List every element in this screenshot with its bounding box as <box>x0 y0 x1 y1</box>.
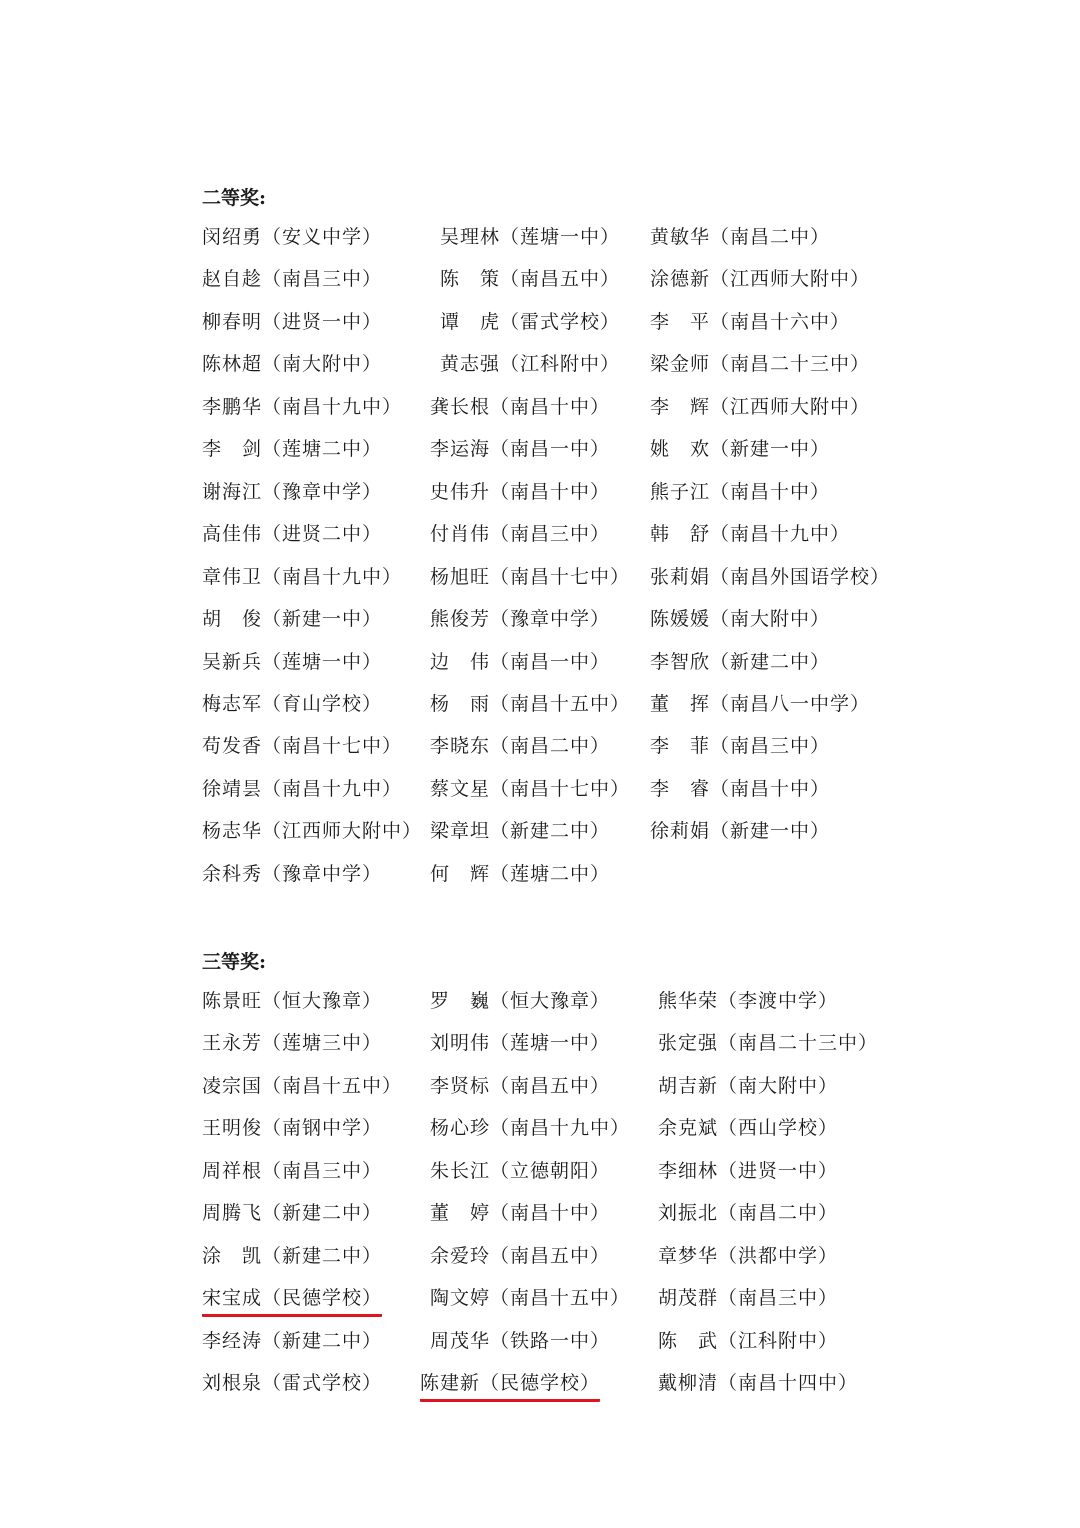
winner-entry: 刘振北（南昌二中） <box>658 1202 839 1225</box>
winner-entry: 李智欣（新建二中） <box>650 650 831 673</box>
winner-entry: 朱长江（立德朝阳） <box>430 1159 611 1182</box>
winner-entry: 宋宝成（民德学校） <box>202 1286 382 1317</box>
winner-entry: 高佳伟（进贤二中） <box>202 523 383 546</box>
winner-entry: 陈林超（南大附中） <box>202 353 383 376</box>
winner-entry: 胡吉新（南大附中） <box>658 1074 839 1097</box>
winner-entry: 章梦华（洪都中学） <box>658 1244 839 1267</box>
winner-entry: 陈景旺（恒大豫章） <box>202 990 383 1012</box>
winner-entry: 董 挥（南昌八一中学） <box>650 692 871 715</box>
winner-entry: 熊俊芳（豫章中学） <box>430 608 611 631</box>
third-prize-heading: 三等奖: <box>202 951 267 973</box>
winner-entry: 罗 巍（恒大豫章） <box>430 990 611 1012</box>
winner-entry: 周茂华（铁路一中） <box>430 1329 611 1352</box>
winner-entry: 李经涛（新建二中） <box>202 1329 383 1352</box>
winner-entry: 黄志强（江科附中） <box>440 353 621 376</box>
winner-entry: 杨志华（江西师大附中） <box>202 820 423 843</box>
winner-entry: 徐莉娟（新建一中） <box>650 820 831 843</box>
winner-entry: 吴理林（莲塘一中） <box>440 226 621 248</box>
winner-entry: 章伟卫（南昌十九中） <box>202 565 403 588</box>
winner-entry: 胡 俊（新建一中） <box>202 608 383 631</box>
winner-entry: 谭 虎（雷式学校） <box>440 310 621 333</box>
winner-entry: 姚 欢（新建一中） <box>650 438 831 461</box>
winner-entry: 龚长根（南昌十中） <box>430 395 611 418</box>
winner-entry: 赵自趁（南昌三中） <box>202 268 383 291</box>
winner-entry: 周腾飞（新建二中） <box>202 1202 383 1225</box>
winner-entry: 凌宗国（南昌十五中） <box>202 1074 403 1097</box>
winner-entry: 周祥根（南昌三中） <box>202 1159 383 1182</box>
winner-entry: 刘根泉（雷式学校） <box>202 1372 383 1395</box>
winner-entry: 熊华荣（李渡中学） <box>658 990 839 1012</box>
winner-entry: 杨心珍（南昌十九中） <box>430 1117 631 1140</box>
winner-entry: 王永芳（莲塘三中） <box>202 1032 383 1055</box>
winner-entry: 李 辉（江西师大附中） <box>650 395 871 418</box>
winner-entry: 李 平（南昌十六中） <box>650 310 851 333</box>
winner-entry: 李 睿（南昌十中） <box>650 777 831 800</box>
winner-entry: 李运海（南昌一中） <box>430 438 611 461</box>
winner-entry: 吴新兵（莲塘一中） <box>202 650 383 673</box>
winner-entry: 戴柳清（南昌十四中） <box>658 1372 859 1395</box>
second-prize-heading: 二等奖: <box>202 187 267 209</box>
winner-entry: 李 菲（南昌三中） <box>650 735 831 758</box>
winner-entry: 李贤标（南昌五中） <box>430 1074 611 1097</box>
winner-entry: 陈 策（南昌五中） <box>440 268 621 291</box>
winner-entry: 王明俊（南钢中学） <box>202 1117 383 1140</box>
winner-entry: 杨 雨（南昌十五中） <box>430 692 631 715</box>
winner-entry: 刘明伟（莲塘一中） <box>430 1032 611 1055</box>
winner-entry: 陈 武（江科附中） <box>658 1329 839 1352</box>
winner-entry: 柳春明（进贤一中） <box>202 310 383 333</box>
winner-entry: 梁金师（南昌二十三中） <box>650 353 871 376</box>
winner-entry: 余爱玲（南昌五中） <box>430 1244 611 1267</box>
winner-entry: 黄敏华（南昌二中） <box>650 226 831 248</box>
winner-entry: 张定强（南昌二十三中） <box>658 1032 879 1055</box>
winner-entry: 熊子江（南昌十中） <box>650 480 831 503</box>
winner-entry: 陈媛媛（南大附中） <box>650 608 831 631</box>
winner-entry: 苟发香（南昌十七中） <box>202 735 403 758</box>
winner-entry: 史伟升（南昌十中） <box>430 480 611 503</box>
winner-entry: 涂德新（江西师大附中） <box>650 268 871 291</box>
winner-entry: 李鹏华（南昌十九中） <box>202 395 403 418</box>
winner-entry: 付肖伟（南昌三中） <box>430 523 611 546</box>
winner-entry: 李 剑（莲塘二中） <box>202 438 383 461</box>
winner-entry: 陈建新（民德学校） <box>420 1371 600 1402</box>
winner-entry: 韩 舒（南昌十九中） <box>650 523 851 546</box>
winner-entry: 李细林（进贤一中） <box>658 1159 839 1182</box>
winner-entry: 徐靖昙（南昌十九中） <box>202 777 403 800</box>
winner-entry: 余科秀（豫章中学） <box>202 862 383 885</box>
winner-entry: 杨旭旺（南昌十七中） <box>430 565 631 588</box>
winner-entry: 涂 凯（新建二中） <box>202 1244 383 1267</box>
winner-entry: 陶文婷（南昌十五中） <box>430 1287 631 1310</box>
winner-entry: 边 伟（南昌一中） <box>430 650 611 673</box>
winner-entry: 李晓东（南昌二中） <box>430 735 611 758</box>
winner-entry: 胡茂群（南昌三中） <box>658 1287 839 1310</box>
winner-entry: 蔡文星（南昌十七中） <box>430 777 631 800</box>
winner-entry: 何 辉（莲塘二中） <box>430 862 611 885</box>
winner-entry: 余克斌（西山学校） <box>658 1117 839 1140</box>
winner-entry: 梅志军（育山学校） <box>202 692 383 715</box>
winner-entry: 梁章坦（新建二中） <box>430 820 611 843</box>
winner-entry: 董 婷（南昌十中） <box>430 1202 611 1225</box>
winner-entry: 张莉娟（南昌外国语学校） <box>650 565 891 588</box>
winner-entry: 闵绍勇（安义中学） <box>202 226 383 248</box>
winner-entry: 谢海江（豫章中学） <box>202 480 383 503</box>
